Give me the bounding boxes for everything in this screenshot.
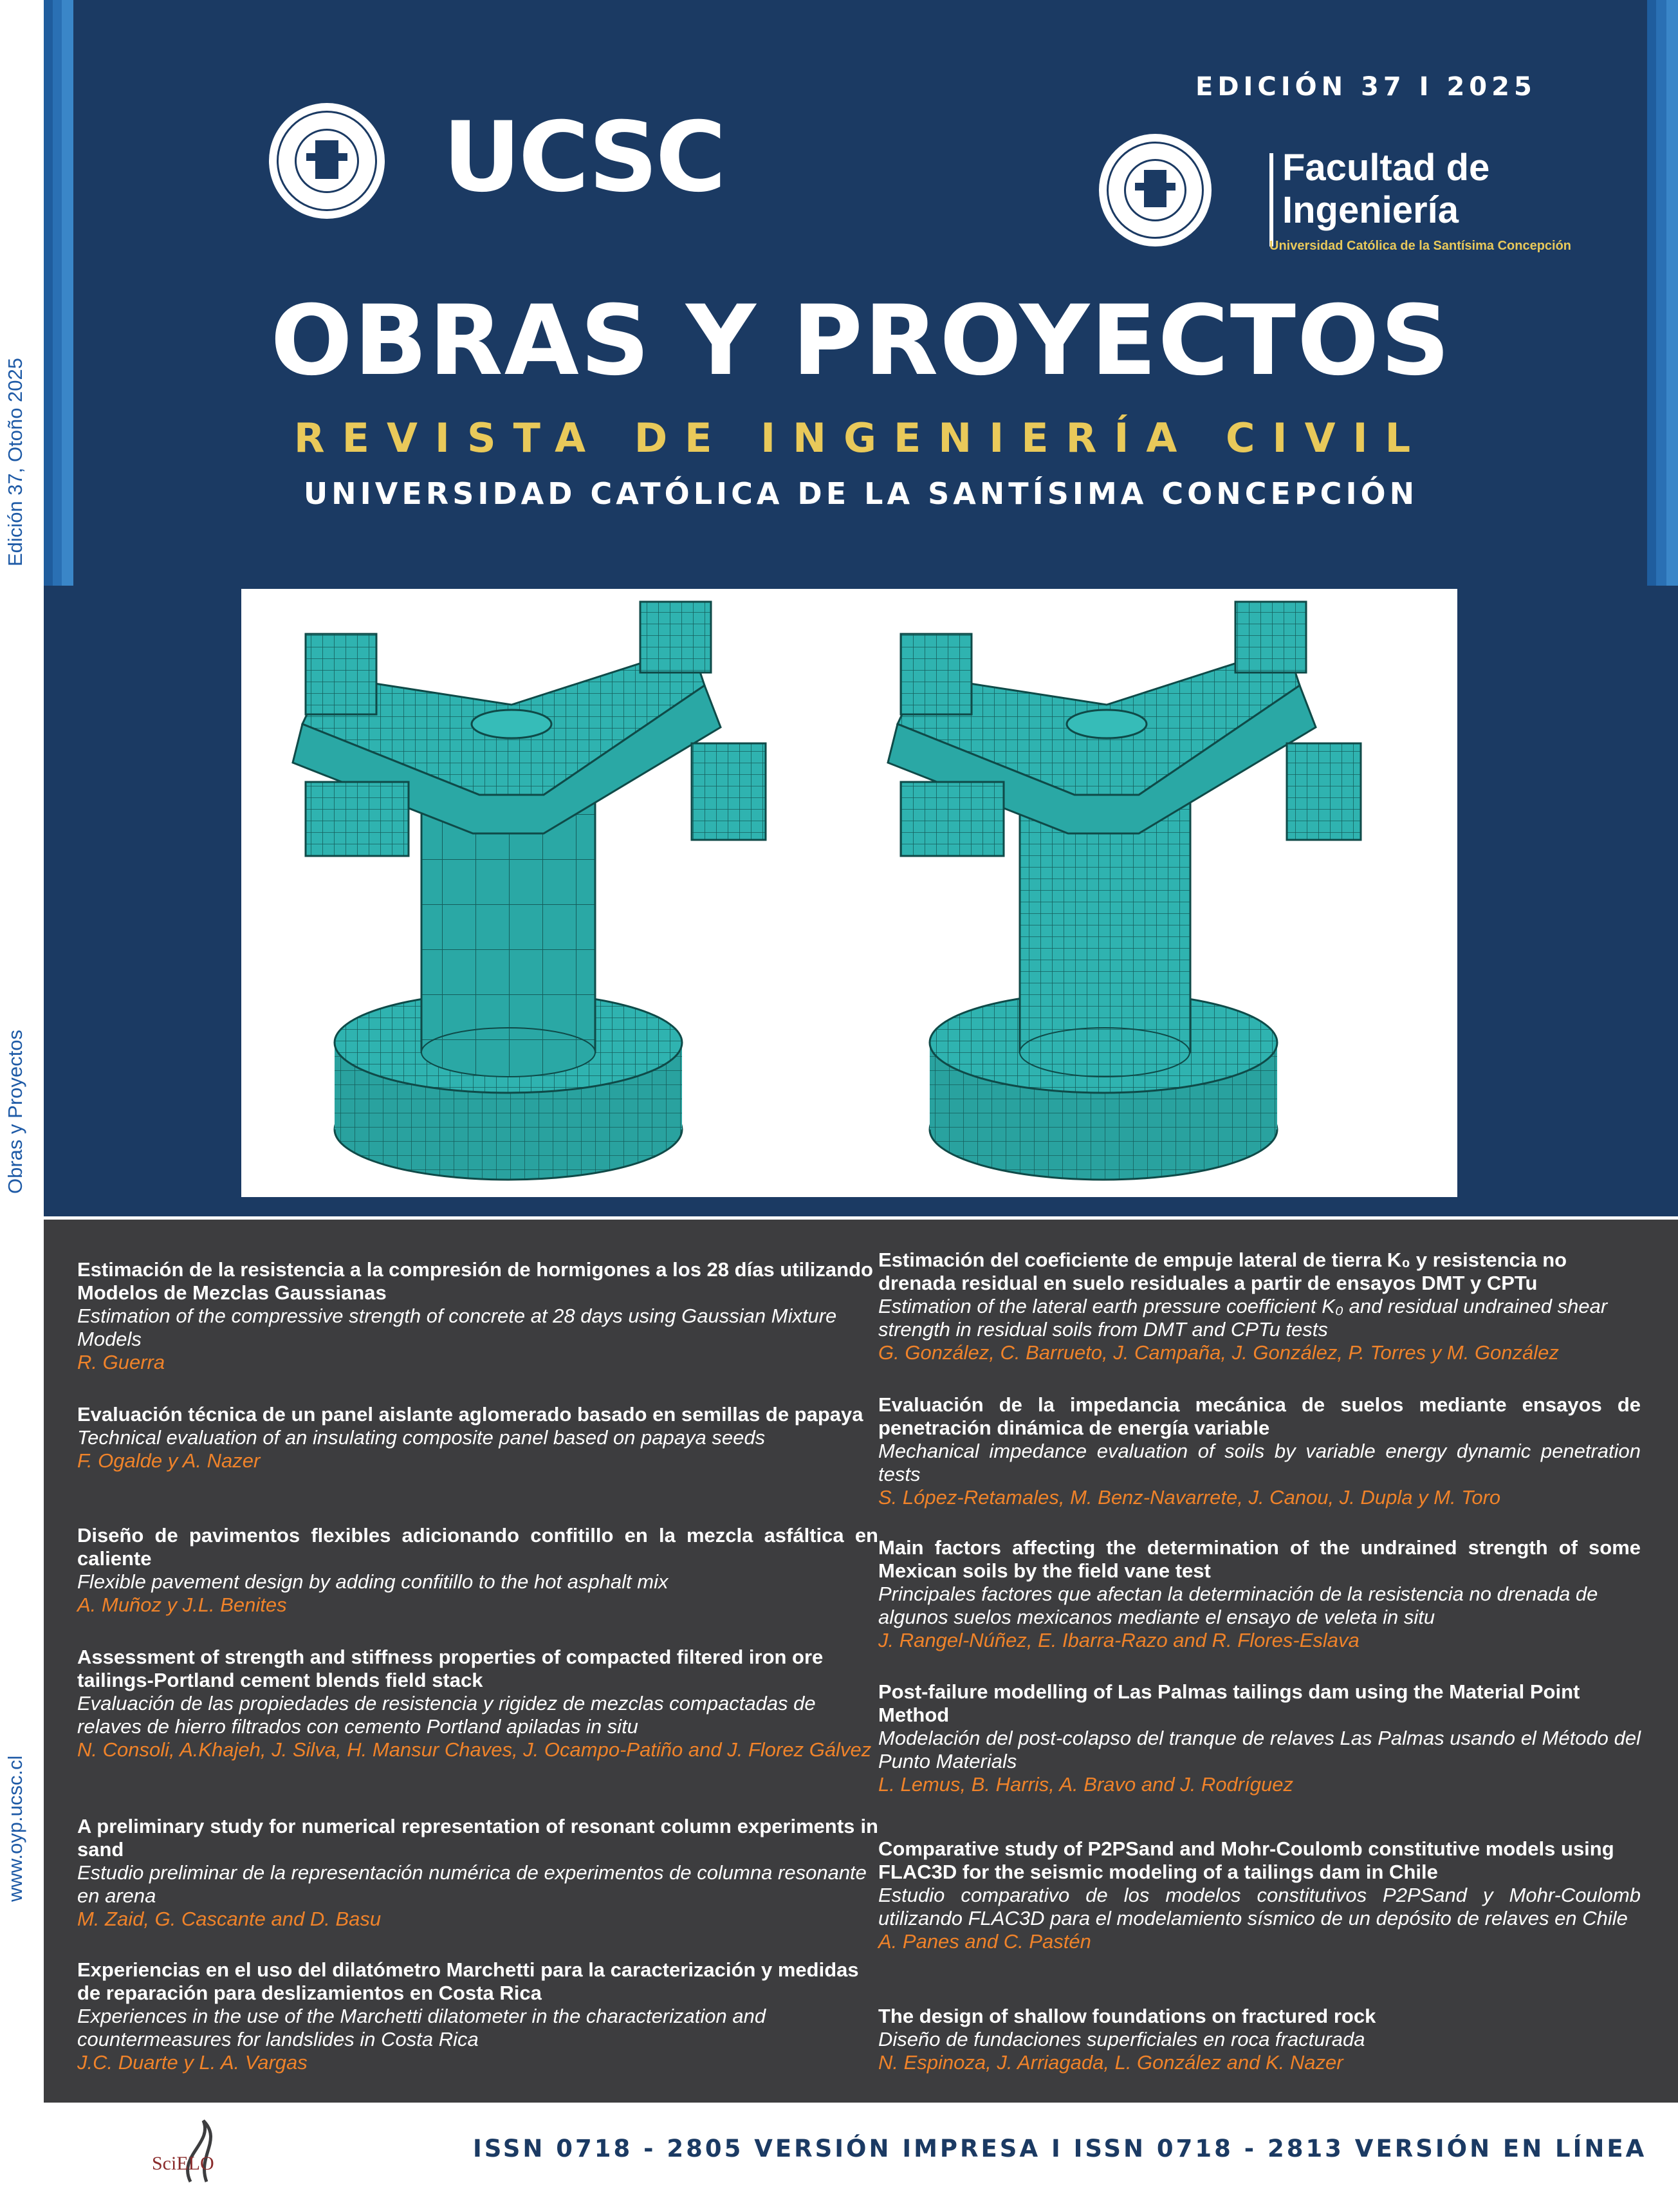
spine-url-label[interactable]: www.oyp.ucsc.cl [4,1755,26,1902]
article-item[interactable] [77,1524,878,1617]
cover-figure [241,589,1457,1197]
article-authors: J.C. Duarte y L. A. Vargas [77,2051,308,2074]
article-authors: A. Panes and C. Pastén [878,1930,1091,1953]
article-translation: Estimation of the compressive strength of concrete at 28 days using Gaussian Mixture Models [77,1305,837,1350]
article-item[interactable] [77,1815,878,1931]
article-title: Estimación del coeficiente de empuje lateral de tierra K₀ y resistencia no drenada residual en suelo residuales a partir de ensayos DMT y CPTu [878,1249,1567,1294]
article-translation: Estudio comparativo de los modelos constitutivos P2PSand y Mohr-Coulomb utilizando FLAC3D para el modelamiento sísmico de un depósito de relaves en Chile [878,1884,1641,1929]
article-authors: N. Espinoza, J. Arriagada, L. González and K. Nazer [878,2051,1343,2074]
article-authors: R. Guerra [77,1351,165,1373]
article-authors: A. Muñoz y J.L. Benites [77,1594,287,1616]
article-item[interactable] [878,1680,1641,1796]
article-translation: Technical evaluation of an insulating composite panel based on papaya seeds [77,1426,766,1449]
edition-label: EDICIÓN 37 I 2025 [1195,72,1536,102]
article-title: Post-failure modelling of Las Palmas tailings dam using the Material Point Method [878,1680,1580,1726]
article-translation: Modelación del post-colapso del tranque de relaves Las Palmas usando el Método del Punto Materials [878,1727,1641,1772]
spine-journal-label: Obras y Proyectos [4,1030,26,1194]
article-item[interactable] [77,1958,878,2074]
article-item[interactable] [878,1249,1641,1364]
journal-subtitle: REVISTA DE INGENIERÍA CIVIL [293,414,1428,461]
article-item[interactable] [878,1837,1641,1953]
article-authors: M. Zaid, G. Cascante and D. Basu [77,1908,382,1930]
article-translation: Evaluación de las propiedades de resistencia y rigidez de mezclas compactadas de relaves de hierro filtrados con cemento Portland apiladas in situ [77,1692,816,1738]
article-authors: N. Consoli, A.Khajeh, J. Silva, H. Mansur Chaves, J. Ocampo-Patiño and J. Florez Gálvez [77,1738,872,1761]
article-title: Diseño de pavimentos flexibles adicionando confitillo en la mezcla asfáltica en caliente [77,1524,878,1570]
article-title: Evaluación técnica de un panel aislante aglomerado basado en semillas de papaya [77,1403,863,1426]
article-authors: J. Rangel-Núñez, E. Ibarra-Razo and R. Flores-Eslava [878,1629,1360,1651]
article-translation: Diseño de fundaciones superficiales en roca fracturada [878,2028,1365,2050]
university-name: UNIVERSIDAD CATÓLICA DE LA SANTÍSIMA CONCEPCIÓN [303,476,1419,511]
fem-models-illustration [241,589,1457,1197]
article-translation: Flexible pavement design by adding confitillo to the hot asphalt mix [77,1570,668,1593]
article-title: A preliminary study for numerical representation of resonant column experiments in sand [77,1815,878,1861]
spine [0,0,44,2124]
article-authors: L. Lemus, B. Harris, A. Bravo and J. Rodríguez [878,1773,1293,1796]
article-title: Experiencias en el uso del dilatómetro Marchetti para la caracterización y medidas de reparación para deslizamientos en Costa Rica [77,1958,859,2004]
article-item[interactable] [878,1393,1641,1509]
faculty-university-line: Universidad Católica de la Santísima Concepción [1269,239,1572,253]
journal-title: OBRAS Y PROYECTOS [270,285,1452,397]
article-item[interactable] [77,1258,878,1374]
article-title: Main factors affecting the determination of the undrained strength of some Mexican soils by the field vane test [878,1536,1641,1582]
ucsc-wordmark: UCSC [443,102,724,214]
article-title: Assessment of strength and stiffness properties of compacted filtered iron ore tailings-Portland cement blends field stack [77,1646,824,1691]
faculty-divider [1269,153,1273,246]
article-item[interactable] [878,2005,1641,2074]
fem-model-left [293,602,766,1180]
article-authors: S. López-Retamales, M. Benz-Navarrete, J. Canou, J. Dupla y M. Toro [878,1486,1501,1509]
articles-panel [44,1220,1678,2103]
ucsc-seal-icon [269,103,385,219]
article-translation: Experiences in the use of the Marchetti dilatometer in the characterization and countermeasures for landslides in Costa Rica [77,2005,766,2050]
article-item[interactable] [77,1403,878,1473]
article-title: Comparative study of P2PSand and Mohr-Coulomb constitutive models using FLAC3D for the seismic modeling of a tailings dam in Chile [878,1837,1614,1883]
faculty-seal-icon [1099,134,1212,246]
issn-line: ISSN 0718 - 2805 VERSIÓN IMPRESA I ISSN 0718 - 2813 VERSIÓN EN LÍNEA [473,2135,1647,2162]
spine-edition-label: Edición 37, Otoño 2025 [4,357,26,566]
scielo-label: SciELO [152,2153,214,2174]
article-title: The design of shallow foundations on fractured rock [878,2005,1376,2027]
faculty-name-line2: Ingeniería [1282,189,1459,231]
article-item[interactable] [878,1536,1641,1652]
article-authors: G. González, C. Barrueto, J. Campaña, J. González, P. Torres y M. González [878,1341,1559,1364]
article-item[interactable] [77,1646,878,1761]
fem-model-right [888,602,1361,1180]
article-translation: Estudio preliminar de la representación numérica de experimentos de columna resonante en arena [77,1861,867,1907]
faculty-name-line1: Facultad de [1282,147,1490,189]
article-translation: Estimation of the lateral earth pressure coefficient K₀ and residual undrained shear strength in residual soils from DMT and CPTu tests [878,1295,1608,1341]
article-translation: Mechanical impedance evaluation of soils by variable energy dynamic penetration tests [878,1440,1641,1485]
article-title: Estimación de la resistencia a la compresión de hormigones a los 28 días utilizando Modelos de Mezclas Gaussianas [77,1258,873,1304]
article-translation: Principales factores que afectan la determinación de la resistencia no drenada de algunos suelos mexicanos mediante el ensayo de veleta in situ [878,1583,1598,1628]
article-authors: F. Ogalde y A. Nazer [77,1449,261,1472]
article-title: Evaluación de la impedancia mecánica de suelos mediante ensayos de penetración dinámica de energía variable [878,1393,1641,1439]
